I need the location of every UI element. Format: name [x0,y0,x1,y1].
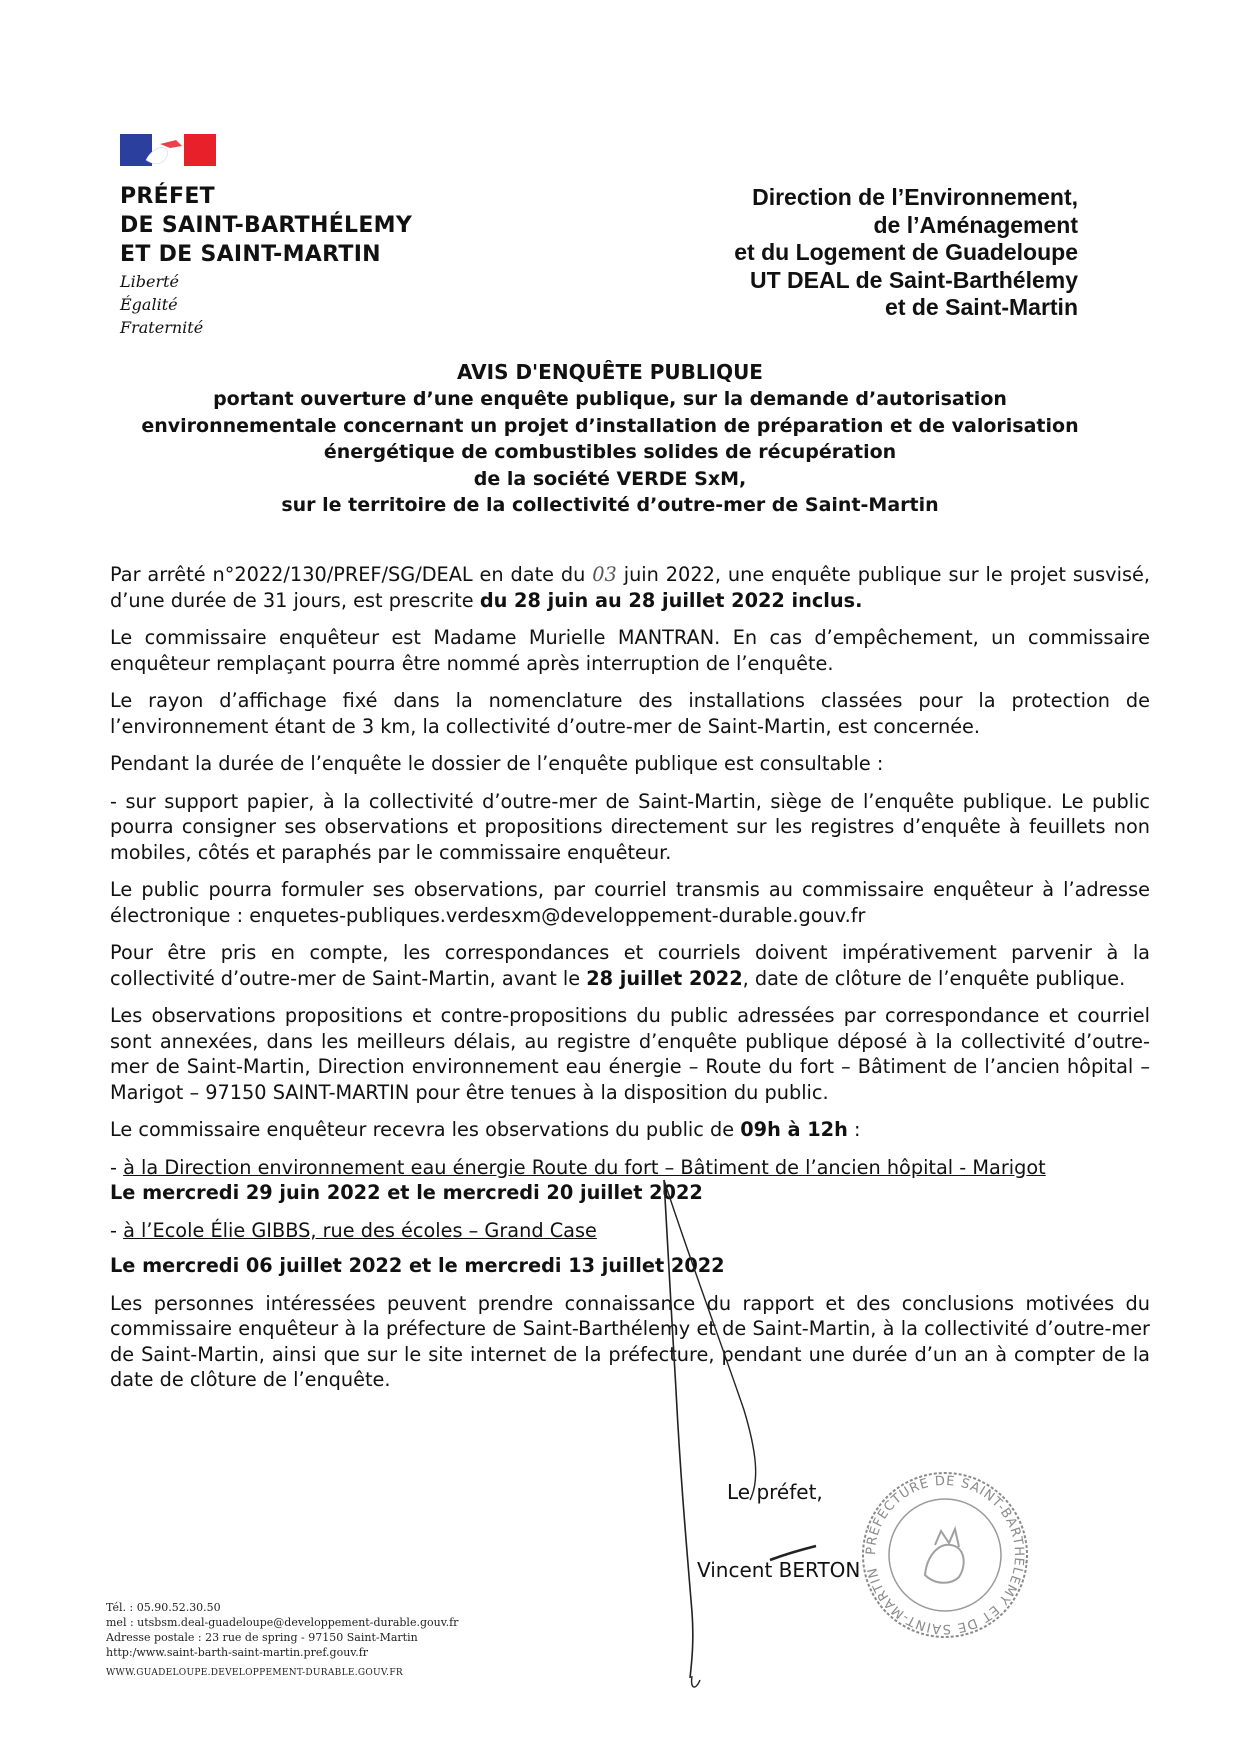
deal-line: et de Saint-Martin [885,294,1078,320]
paragraph-annexes: Les observations propositions et contre-propositions du public adressées par correspondance et courriel sont annexées, dans les meilleurs délais, au registre d’enquête publique déposé à la collectivité d’outre-mer de Saint-Martin, Direction environnement eau énergie – Route du fort – Bâtiment de l’ancien hôpital – Marigot – 97150 SAINT-MARTIN pour être tenues à la disposition du public. [110,1004,1150,1104]
deal-line: de l’Aménagement [873,211,1078,238]
notice-title-block [110,358,1110,519]
footer-contact [106,1600,458,1681]
footer-web: WWW.GUADELOUPE.DEVELOPPEMENT-DURABLE.GOUV.FR [106,1668,403,1678]
footer-mel: mel : utsbsm.deal-guadeloupe@developpement-durable.gouv.fr [106,1616,459,1629]
paragraph-deadline [110,940,1150,991]
paragraph-radius: Le rayon d’affichage fixé dans la nomenclature des installations classées pour la protection de l’environnement étant de 3 km, la collectivité d’outre-mer de Saint-Martin, est concernée. [110,689,1150,738]
paragraph-commissioner: Le commissaire enquêteur est Madame Murielle MANTRAN. En cas d’empêchement, un commissaire enquêteur remplaçant pourra être nommé après interruption de l’enquête. [110,626,1150,675]
notice-subtitle-line: de la société VERDE SxM, [473,467,747,490]
motto-line: Égalité [120,295,178,314]
paragraph-paper-support: - sur support papier, à la collectivité d’outre-mer de Saint-Martin, siège de l’enquête publique. Le public pourra consigner ses observations et propositions directement sur les registres d’enquête à feuillets non mobiles, côtés et paraphés par le commissaire enquêteur. [110,789,1150,864]
notice-subtitle-line: énergétique de combustibles solides de récupération [323,441,897,463]
motto-line: Fraternité [120,318,204,337]
dash: - [110,1155,124,1179]
location-1-address: à la Direction environnement eau énergie Route du fort – Bâtiment de l’ancien hôpital - Marigot [123,1155,1046,1179]
deal-line: Direction de l’Environnement, [752,184,1078,210]
prefect-title [120,182,412,269]
closing-date: 28 juillet 2022 [586,966,743,990]
notice-title: AVIS D'ENQUÊTE PUBLIQUE [457,360,763,384]
location-2-address: à l’Ecole Élie GIBBS, rue des écoles – Grand Case [123,1218,597,1242]
handwritten-day: 03 [592,563,617,586]
footer-tel: Tél. : 05.90.52.30.50 [106,1601,221,1614]
official-stamp [855,1465,1035,1645]
location-1-dates [110,1180,1150,1206]
paragraph-email: Le public pourra formuler ses observations, par courriel transmis au commissaire enquêteur à l’adresse électronique : enquetes-publiques.verdesxm@developpement-durable.gouv.fr [110,878,1150,927]
location-1 [110,1155,1150,1181]
location-2-dates [110,1253,1150,1279]
prefect-line: ET DE SAINT-MARTIN [120,242,381,267]
footer-site: http:/www.saint-barth-saint-martin.pref.gouv.fr [106,1646,369,1659]
motto-line: Liberté [120,272,179,291]
hours: 09h à 12h [740,1118,848,1141]
republic-motto [120,270,203,339]
notice-subtitle-line: portant ouverture d’une enquête publique, sur la demande d’autorisation [213,388,1007,410]
text: Pour être pris en compte, les correspondances et courriels doivent impérativement parvenir à la collectivité d’outre-mer de Saint-Martin, avant le [110,941,1150,990]
location-2 [110,1218,1150,1244]
notice-body [110,562,1150,1405]
dates-2: Le mercredi 06 juillet 2022 et le mercredi 13 juillet 2022 [110,1254,725,1277]
footer-address: Adresse postale : 23 rue de spring - 97150 Saint-Martin [106,1631,418,1644]
notice-subtitle-line: sur le territoire de la collectivité d’outre-mer de Saint-Martin [281,494,939,516]
prefect-line: DE SAINT-BARTHÉLEMY [120,213,413,238]
signature-role: Le préfet, [727,1480,823,1504]
paragraph-hours [110,1117,1150,1143]
dates-1: Le mercredi 29 juin 2022 et le mercredi 20 juillet 2022 [110,1181,703,1204]
notice-subtitle-line: environnementale concernant un projet d’installation de préparation et de valorisation [141,414,1079,437]
stamp-text: PRÉFECTURE DE SAINT-BARTHÉLEMY ET DE SAINT-MARTIN [863,1473,1027,1637]
inquiry-dates: du 28 juin au 28 juillet 2022 inclus. [479,588,863,612]
text: juin 2022, une enquête publique sur le projet susvisé, d’une durée de 31 jours, est prescrite [110,563,1150,612]
deal-line: UT DEAL de Saint-Barthélemy [749,266,1078,293]
dash: - [110,1218,124,1242]
paragraph-decree [110,562,1150,613]
paragraph-report: Les personnes intéressées peuvent prendre connaissance du rapport et des conclusions motivées du commissaire enquêteur à la préfecture de Saint-Barthélemy et de Saint-Martin, à la collectivité d’outre-mer de Saint-Martin, ainsi que sur le site internet de la préfecture, pendant une durée d’un an à compter de la date de clôture de l’enquête. [110,1291,1150,1391]
text: : [847,1118,861,1141]
text: , date de clôture de l’enquête publique. [742,966,1126,990]
text: Par arrêté n°2022/130/PREF/SG/DEAL en date du [110,563,593,586]
paragraph-consultation: Pendant la durée de l’enquête le dossier de l’enquête publique est consultable : [110,752,884,775]
text: Le commissaire enquêteur recevra les observations du public de [110,1118,741,1141]
deal-header [618,184,1078,322]
deal-line: et du Logement de Guadeloupe [734,239,1078,265]
prefect-line: PRÉFET [120,184,215,209]
signature-name: Vincent BERTON [697,1558,861,1582]
marianne-flag-logo [120,134,216,166]
